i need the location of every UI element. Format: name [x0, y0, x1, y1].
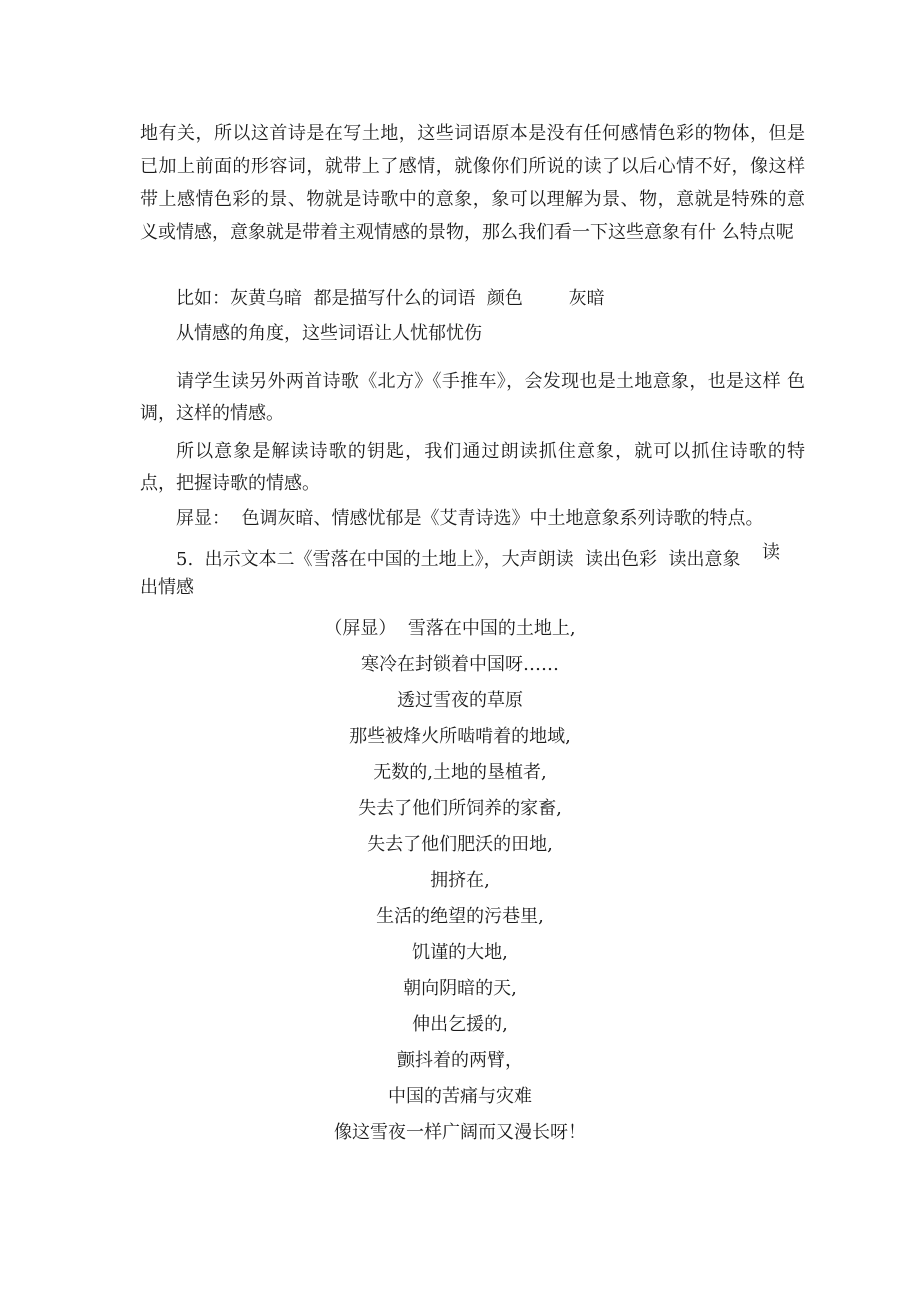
paragraph-example: 比如：灰黄乌暗 都是描写什么的词语 颜色 灰暗 [176, 288, 605, 309]
poem-line: 生活的绝望的污巷里, [376, 906, 544, 927]
poem-line: 那些被烽火所啮啃着的地域, [349, 726, 571, 747]
poem-line-text: 雪落在中国的土地上, [407, 618, 576, 639]
poem-line: 无数的,土地的垦植者, [373, 762, 547, 783]
paragraph-read-others: 请学生读另外两首诗歌《北方》《手推车》，会发现也是土地意象，也是这样 色调，这样的情感。 [140, 371, 805, 424]
poem-line: 失去了他们所饲养的家畜, [358, 798, 562, 819]
paragraph-emotion: 从情感的角度，这些词语让人忧郁忧伤 [176, 323, 482, 344]
poem-line: 饥谨的大地, [412, 942, 508, 963]
poem-line: 失去了他们肥沃的田地, [367, 834, 553, 855]
poem-block [0, 611, 920, 1151]
poem-line: 透过雪夜的草原 [397, 690, 523, 711]
poem-label: （屏显） [324, 618, 397, 639]
poem-line: 朝向阴暗的天, [403, 978, 517, 999]
poem-line: 中国的苦痛与灾难 [388, 1086, 532, 1107]
paragraph-screen: 屏显： 色调灰暗、情感忧郁是《艾青诗选》中土地意象系列诗歌的特点。 [176, 508, 764, 529]
poem-line: 像这雪夜一样广阔而又漫长呀！ [334, 1122, 586, 1143]
paragraph-key: 所以意象是解读诗歌的钥匙，我们通过朗读抓住意象，就可以抓住诗歌的特点，把握诗歌的情感。 [140, 441, 805, 494]
paragraph-step5-side: 读 [762, 542, 780, 563]
poem-line: 拥挤在, [430, 870, 490, 891]
poem-line: 寒冷在封锁着中国呀…… [361, 654, 559, 675]
poem-line [0, 611, 920, 647]
poem-line: 颤抖着的两臂， [397, 1050, 523, 1071]
paragraph-step5: 5. 出示文本二《雪落在中国的土地上》，大声朗读 读出色彩 读出意象 [176, 549, 741, 570]
poem-line: 伸出乞援的, [412, 1014, 508, 1035]
paragraph-step5-continued: 出情感 [140, 577, 194, 598]
paragraph-intro: 地有关，所以这首诗是在写土地，这些词语原本是没有任何感情色彩的物体，但是已加上前面的形容词，就带上了感情，就像你们所说的读了以后心情不好，像这样带上感情色彩的景、物就是诗歌中的意象，象可以理解为景、物，意就是特殊的意义或情感，意象就是带着主观情感的景物，那么我们看一下这些意象有什 么特点呢 [140, 123, 805, 243]
